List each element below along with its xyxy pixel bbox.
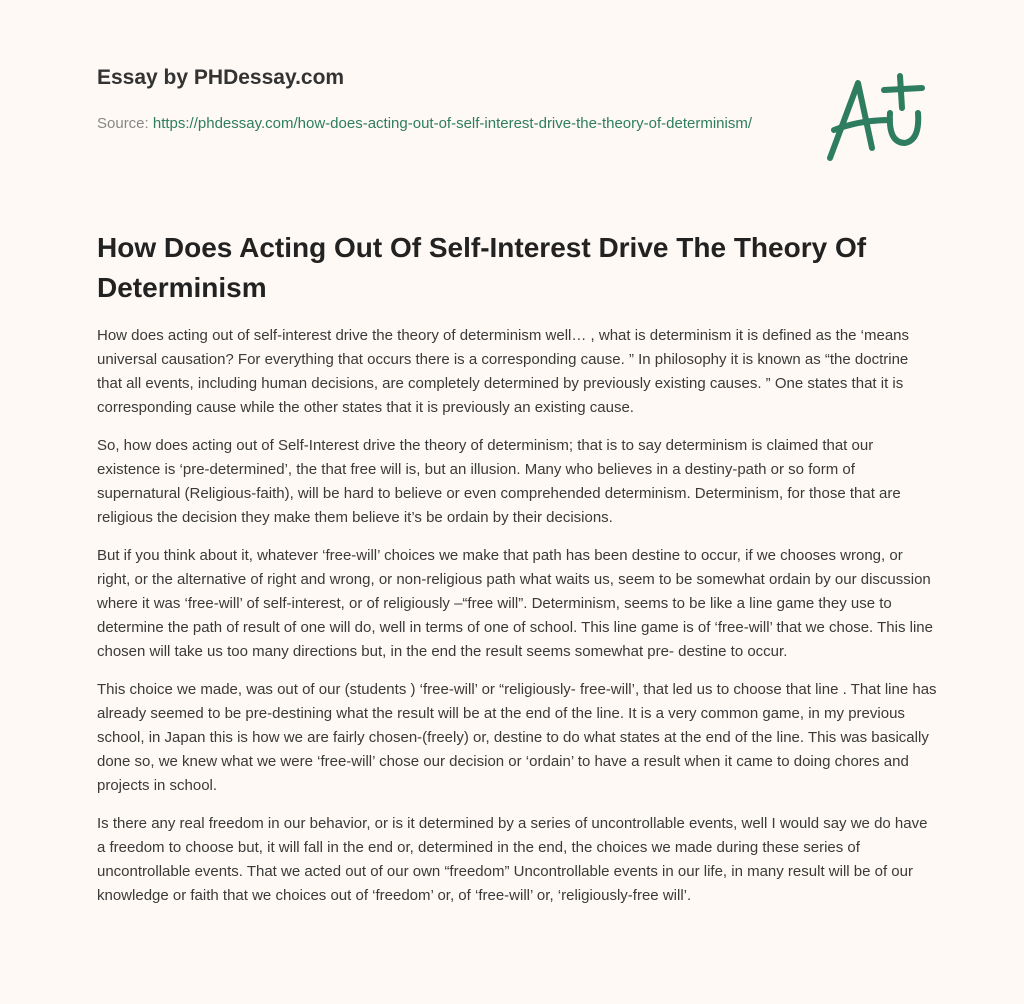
article-title: How Does Acting Out Of Self-Interest Drive The Theory Of Determinism	[97, 232, 867, 303]
paragraph: This choice we made, was out of our (students ) ‘free-will’ or “religiously- free-will’, that led us to choose that line . That line has already seemed to be pre-destining what the result will be at the end of the line. It is a very common game, in my previous school, in Japan this is how we are fairly chosen-(freely) or, destine to do what states at the end of the line. This was basically done so, we knew what we were ‘free-will’ chose our decision or ‘ordain’ to have a result when it came to doing chores and projects in school.	[97, 681, 937, 794]
article-body	[97, 324, 937, 922]
source-link[interactable]: https://phdessay.com/how-does-acting-out-of-self-interest-drive-the-theory-of-determinism/	[152, 115, 752, 132]
source-label: Source:	[97, 115, 153, 132]
paragraph: Is there any real freedom in our behavior, or is it determined by a series of uncontrollable events, well I would say we do have a freedom to choose but, it will fall in the end or, determined in the end, the choices we made during these series of uncontrollable events. That we acted out of our own “freedom” Uncontrollable events in our life, in many result will be of our knowledge or faith that we choices out of ‘freedom’ or, of ‘free-will’ or, ‘religiously-free will’.	[97, 815, 928, 904]
site-brand: Essay by PHDessay.com	[97, 66, 345, 89]
paragraph: How does acting out of self-interest drive the theory of determinism well… , what is determinism it is defined as the ‘means universal causation? For everything that occurs there is a corresponding cause. ” In philosophy it is known as “the doctrine that all events, including human decisions, are completely determined by previously existing causes. ” One states that it is corresponding cause while the other states that it is previously an existing cause.	[97, 327, 910, 416]
a-plus-logo-icon	[820, 68, 930, 168]
source-line	[97, 112, 797, 136]
paragraph: So, how does acting out of Self-Interest drive the theory of determinism; that is to say determinism is claimed that our existence is ‘pre-determined’, the that free will is, but an illusion. Many who believes in a destiny-path or so form of supernatural (Religious-faith), will be hard to believe or even comprehended determinism. Determinism, for those that are religious the decision they make them believe it’s be ordain by their decisions.	[97, 437, 901, 526]
paragraph: But if you think about it, whatever ‘free-will’ choices we make that path has been destine to occur, if we chooses wrong, or right, or the alternative of right and wrong, or non-religious path what waits us, seem to be somewhat ordain by our discussion where it was ‘free-will’ of self-interest, or of religiously –“free will”. Determinism, seems to be like a line game they use to determine the path of result of one will do, well in terms of one of school. This line game is of ‘free-will’ that we chose. This line chosen will take us too many directions but, in the end the result seems somewhat pre- destine to occur.	[97, 547, 933, 660]
